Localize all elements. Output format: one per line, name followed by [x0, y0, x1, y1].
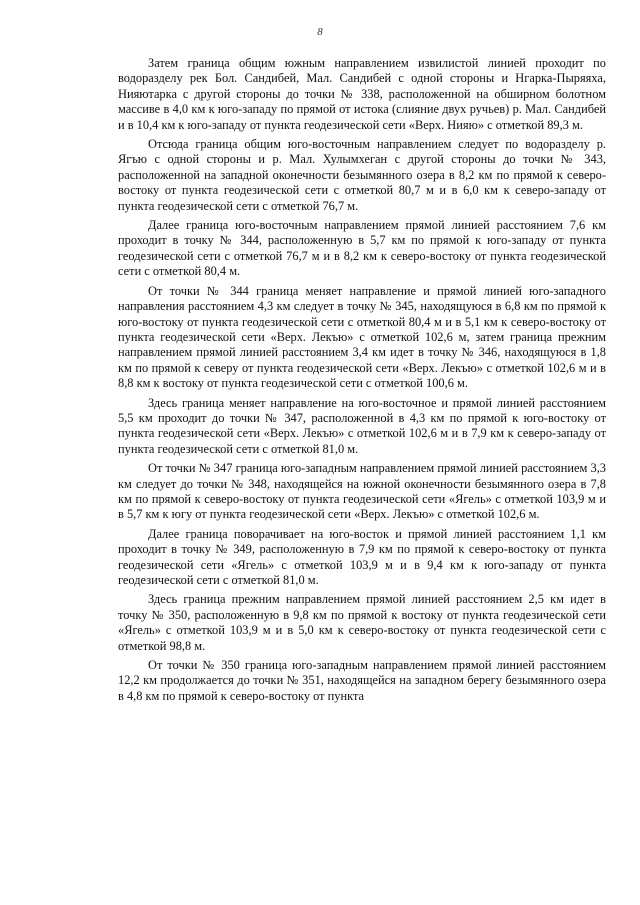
document-body	[118, 56, 606, 708]
paragraph: Здесь граница меняет направление на юго-восточное и прямой линией расстоянием 5,5 км проходит до точки № 347, расположенной в 4,3 км по прямой к юго-востоку от пункта геодезической сети «Верх. Лекъю» с отметкой 102,6 м и в 7,9 км к северо-западу от пункта геодезической сети с отметкой 81,0 м.	[118, 395, 606, 456]
paragraph: Отсюда граница общим юго-восточным направлением следует по водоразделу р. Ягъю с одной стороны и р. Мал. Хулымхеган с другой стороны до точки № 343, расположенной на западной оконечности безымянного озера в 8,2 км по прямой к северо-востоку от пункта геодезической сети с отметкой 80,7 м и в 6,0 км к северо-западу от пункта геодезической сети с отметкой 76,7 м.	[118, 137, 606, 213]
paragraph: Далее граница поворачивает на юго-восток и прямой линией расстоянием 1,1 км проходит в точку № 349, расположенную в 7,9 км по прямой к северо-востоку от пункта геодезической сети «Ягель» с отметкой 103,9 м и в 9,4 км к юго-западу от пункта геодезической сети с отметкой 81,0 м.	[118, 526, 606, 587]
paragraph: Затем граница общим южным направлением извилистой линией проходит по водоразделу рек Бол. Сандибей, Мал. Сандибей с одной стороны и Нгарка-Пыряяха, Нияютарка с другой стороны до точки № 338, расположенной на обширном болотном массиве в 4,0 км к юго-западу по прямой от истока (слияние двух ручьев) р. Мал. Сандибей и в 10,4 км к юго-западу от пункта геодезической сети «Верх. Нияю» с отметкой 89,3 м.	[118, 56, 606, 132]
paragraph: Далее граница юго-восточным направлением прямой линией расстоянием 7,6 км проходит в точку № 344, расположенную в 5,7 км по прямой к юго-западу от пункта геодезической сети с отметкой 76,7 м и в 8,2 км к северо-востоку от пункта геодезической сети с отметкой 80,4 м.	[118, 218, 606, 279]
paragraph: От точки № 347 граница юго-западным направлением прямой линией расстоянием 3,3 км следует до точки № 348, находящейся на южной оконечности безымянного озера в 7,8 км по прямой к северо-востоку от пункта геодезической сети «Ягель» с отметкой 103,9 м и в 5,7 км к югу от пункта геодезической сети «Верх. Лекъю» с отметкой 102,6 м.	[118, 461, 606, 522]
page-number: 8	[317, 26, 323, 38]
paragraph: Здесь граница прежним направлением прямой линией расстоянием 2,5 км идет в точку № 350, расположенную в 9,8 км по прямой к востоку от пункта геодезической сети «Ягель» с отметкой 103,9 м и в 5,0 км к северо-востоку от пункта геодезической сети с отметкой 98,8 м.	[118, 592, 606, 653]
paragraph: От точки № 344 граница меняет направление и прямой линией юго-западного направления расстоянием 4,3 км следует в точку № 345, находящуюся в 6,8 км по прямой к юго-востоку от пункта геодезической сети с отметкой 80,4 м и в 5,1 км к северо-востоку от пункта геодезической сети «Верх. Лекъю» с отметкой 102,6 м, затем граница прежним направлением прямой линией расстоянием 3,4 км идет в точку № 346, находящуюся в 1,8 км по прямой к северу от пункта геодезической сети «Верх. Лекъю» с отметкой 102,6 м и в 8,8 км к востоку от пункта геодезической сети с отметкой 100,6 м.	[118, 283, 606, 391]
paragraph: От точки № 350 граница юго-западным направлением прямой линией расстоянием 12,2 км продолжается до точки № 351, находящейся на западном берегу безымянного озера в 4,8 км по прямой к северо-востоку от пункта	[118, 658, 606, 703]
